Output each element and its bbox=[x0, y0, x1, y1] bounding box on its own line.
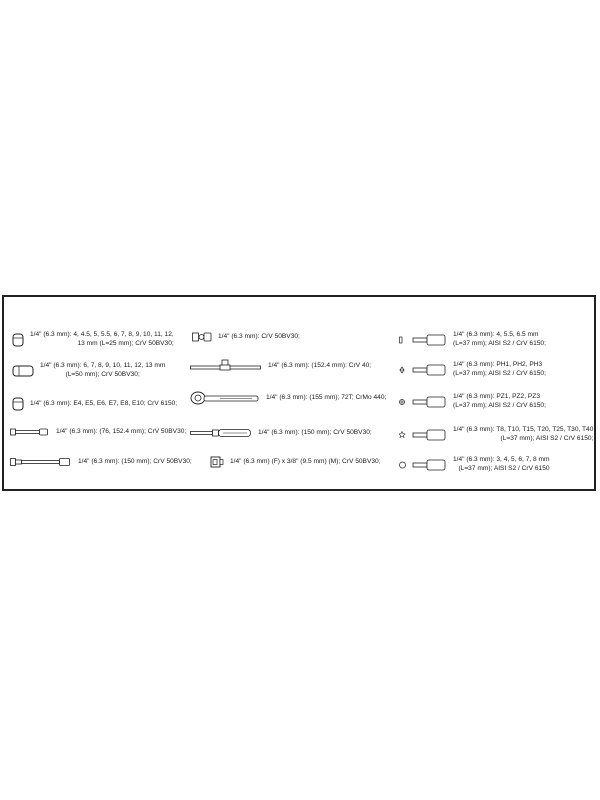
item-label: 1/4" (6.3 mm): E4, E5, E6, E7, E8, E10; CrV 6150; bbox=[30, 399, 178, 407]
item-label: 1/4" (6.3 mm): 3, 4, 5, 6, 7, 8 mm (L=37 mm); AISI S2 / CrV 6150 bbox=[453, 456, 550, 472]
torx-socket-icon bbox=[12, 397, 24, 411]
phillips-bit-socket-icon bbox=[399, 364, 447, 376]
list-item bbox=[12, 397, 177, 411]
item-label: 1/4" (6.3 mm): 6, 7, 8, 9, 10, 11, 12, 13 mm (L=50 mm); CrV 50BV30; bbox=[40, 362, 166, 378]
list-item bbox=[210, 456, 381, 468]
list-item bbox=[399, 361, 546, 378]
list-item bbox=[10, 457, 192, 467]
t-bar-handle-icon bbox=[190, 359, 262, 373]
socket-icon bbox=[12, 333, 24, 347]
item-label: 1/4" (6.3 mm): PH1, PH2, PH3 (L=37 mm); AISI S2 / CrV 6150; bbox=[453, 361, 546, 377]
list-item bbox=[12, 331, 174, 348]
pozidriv-bit-socket-icon bbox=[399, 396, 447, 408]
list-item bbox=[399, 456, 550, 473]
ratchet-icon bbox=[190, 389, 260, 407]
list-item bbox=[190, 389, 386, 407]
item-label: 1/4" (6.3 mm): PZ1, PZ2, PZ3 (L=37 mm); AISI S2 / CrV 6150; bbox=[453, 393, 546, 409]
item-label: 1/4" (6.3 mm): T8, T10, T15, T20, T25, T30, T40 (L=37 mm); AISI S2 / CrV 6150; bbox=[453, 426, 594, 442]
hex-bit-socket-icon bbox=[399, 459, 447, 471]
flexible-extension-icon bbox=[10, 457, 72, 467]
torx-bit-socket-icon bbox=[399, 429, 447, 441]
tool-set-spec-panel bbox=[2, 295, 596, 491]
list-item bbox=[190, 428, 372, 438]
item-label: 1/4" (6.3 mm): (150 mm); CrV 50BV30; bbox=[258, 428, 372, 436]
list-item bbox=[399, 426, 593, 443]
list-item bbox=[190, 359, 371, 373]
deep-socket-icon bbox=[12, 365, 34, 377]
item-label: 1/4" (6.3 mm) (F) x 3/8" (9.5 mm) (M); CrV 50BV30; bbox=[230, 457, 381, 465]
item-label: 1/4" (6.3 mm): (155 mm); 72T; CrMo 440; bbox=[266, 393, 387, 401]
item-label: 1/4" (6.3 mm): CrV 50BV30; bbox=[218, 332, 300, 340]
item-label: 1/4" (6.3 mm): (150 mm); CrV 50BV30; bbox=[78, 457, 192, 465]
spinner-handle-icon bbox=[190, 428, 252, 438]
flat-bit-socket-icon bbox=[399, 334, 447, 346]
list-item bbox=[399, 393, 546, 410]
list-item bbox=[399, 331, 546, 348]
item-label: 1/4" (6.3 mm): (152.4 mm): CrV 40; bbox=[268, 361, 372, 369]
item-label: 1/4" (6.3 mm): (76, 152.4 mm); CrV 50BV30; bbox=[56, 428, 187, 435]
item-label: 1/4" (6.3 mm): 4, 5.5, 6.5 mm (L=37 mm); AISI S2 / CrV 6150; bbox=[453, 331, 546, 347]
adapter-icon bbox=[210, 456, 224, 468]
extension-bar-icon bbox=[10, 428, 50, 436]
universal-joint-icon bbox=[192, 331, 212, 343]
list-item bbox=[10, 428, 186, 437]
list-item bbox=[192, 331, 300, 343]
list-item bbox=[12, 362, 165, 379]
item-label: 1/4" (6.3 mm): 4, 4.5, 5, 5.5, 6, 7, 8, 9, 10, 11, 12, 13 mm (L=25 mm); CrV 50BV30; bbox=[30, 331, 174, 347]
